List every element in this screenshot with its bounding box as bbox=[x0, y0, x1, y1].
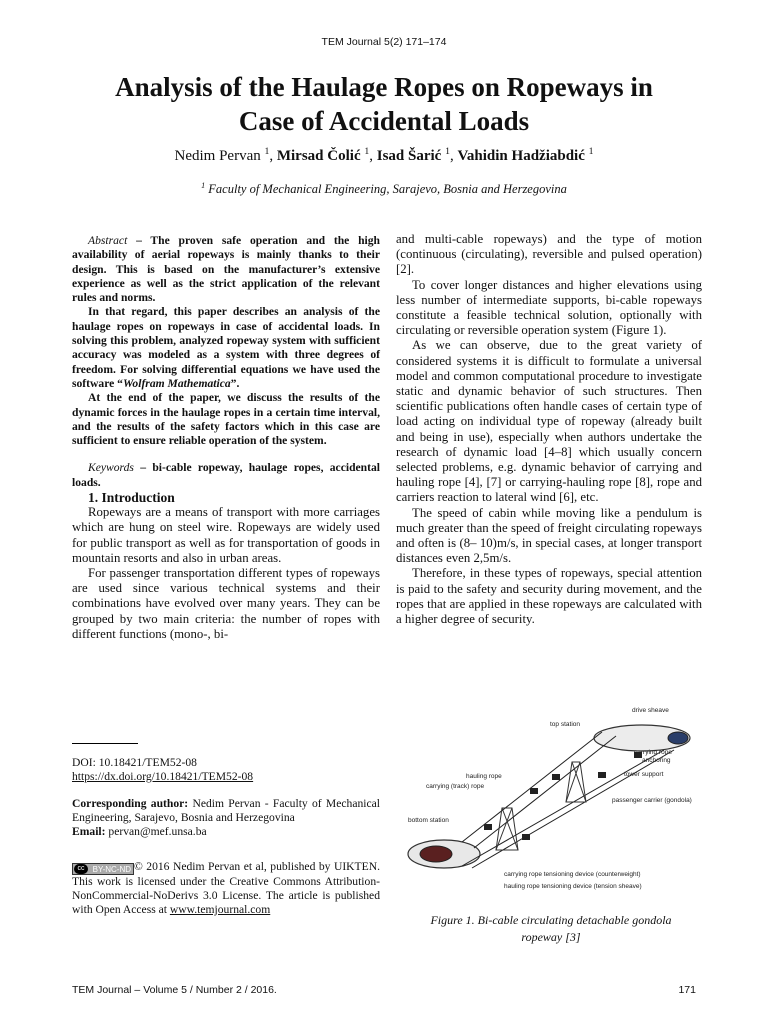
author-affiliation-mark: 1 bbox=[264, 146, 270, 157]
cc-mark: cc bbox=[74, 864, 88, 874]
abstract-label: Abstract bbox=[88, 234, 128, 247]
tower-support-shape bbox=[496, 808, 518, 850]
body-paragraph: Therefore, in these types of ropeways, special attention is paid to the safety and security during movement, and the ropes that are applied in these ropeways are calculated with a higher degree of security. bbox=[396, 566, 702, 627]
author-name: Isad Šarić bbox=[376, 148, 442, 164]
figure-label: tower support bbox=[624, 771, 664, 778]
ropeway-figure bbox=[402, 702, 702, 902]
affiliation bbox=[0, 182, 768, 197]
bottom-station-sheave bbox=[420, 846, 452, 862]
figure-label: hauling rope tensioning device (tension sheave) bbox=[504, 883, 642, 890]
doi-link[interactable]: https://dx.doi.org/10.18421/TEM52-08 bbox=[72, 769, 254, 783]
keywords-label: Keywords bbox=[88, 461, 134, 475]
figure-label: passenger carrier (gondola) bbox=[612, 797, 692, 804]
body-paragraph: and multi-cable ropeways) and the type of motion (continuous (circulating), reversible and pulsed operation) [2]. bbox=[396, 232, 702, 277]
gondola-shape bbox=[552, 774, 560, 780]
running-header: TEM Journal 5(2) 171–174 bbox=[321, 36, 447, 48]
gondola-shape bbox=[484, 824, 492, 830]
body-paragraph: To cover longer distances and higher elevations using less number of intermediate supports, bi-cable ropeways constitute a feasible technical solution, optionally with circulating or reversible operation system (Figure 1). bbox=[396, 277, 702, 338]
page-footer bbox=[72, 984, 696, 996]
figure-label: carrying rope tensioning device (counterweight) bbox=[504, 871, 641, 878]
author-list: Nedim Pervan $^1$, Mirsad Čolić $^1$, Isad Šarić $^1$, Vahidin Hadžiabdić $^1$ bbox=[174, 146, 594, 164]
right-column bbox=[396, 232, 702, 627]
figure-label: hauling rope bbox=[466, 773, 502, 780]
email-address[interactable]: pervan@mef.unsa.ba bbox=[108, 824, 207, 838]
software-name: Wolfram Mathematica bbox=[122, 376, 231, 390]
gondola-shape bbox=[530, 788, 538, 794]
license-footnote bbox=[72, 860, 380, 916]
affiliation-mark: 1 bbox=[201, 180, 206, 190]
author-name: Mirsad Čolić bbox=[276, 148, 361, 164]
affiliation-text: Faculty of Mechanical Engineering, Sarajevo, Bosnia and Herzegovina bbox=[208, 182, 567, 196]
abstract-paragraph: In that regard, this paper describes an analysis of the haulage ropes on ropeways in case of accidental loads. In solving this problem, analyzed ropeway system with sufficient accuracy was modeled as a system with three degrees of freedom. For solving differential equations we have used the software “Wolfram Mathematica”. bbox=[72, 305, 380, 390]
body-paragraph: Ropeways are a means of transport with more carriages which are hung on steel wire. Ropeways are widely used for public transport as well as for transportation of goods in mountain resorts and also in urban areas. bbox=[72, 505, 380, 565]
footer-journal: TEM Journal – Volume 5 / Number 2 / 2016. bbox=[72, 984, 277, 996]
gondola-shape bbox=[522, 834, 530, 840]
cc-badge-text: BY-NC-ND bbox=[92, 865, 131, 874]
body-paragraph: For passenger transportation different types of ropeways are used since various technical systems and their combinations have evolved over many years. They can be grouped by two main criteria: the number of ropes with different functions (mono-, bi- bbox=[72, 566, 380, 641]
section-heading: 1. Introduction bbox=[88, 490, 175, 506]
author-affiliation-mark: 1 bbox=[445, 146, 450, 157]
cc-license-icon[interactable] bbox=[72, 863, 134, 875]
corresponding-author-footnote bbox=[72, 797, 380, 838]
author-affiliation-mark: 1 bbox=[588, 146, 594, 157]
email-label: Email: bbox=[72, 824, 106, 838]
drive-sheave-shape bbox=[668, 732, 688, 744]
paper-title bbox=[40, 70, 728, 138]
body-paragraph: As we can observe, due to the great variety of considered systems it is difficult to formulate a universal model and common computational procedure to investigate static and dynamic behavior of such structures. Then scientific publications often handle cases of certain type of load acting on individual type of ropeway (already built and being in use), especially when authors undertake the research of dynamic load [4–8] which usually concern selected problems, e.g. dynamic behavior of carrying and hauling rope [4], [7] or carrying-hauling rope [8], rope and carriers reaction to lateral wind [6], etc. bbox=[396, 338, 702, 505]
doi-footnote bbox=[72, 756, 380, 784]
figure-label: drive sheave bbox=[632, 707, 669, 714]
footnote-rule bbox=[72, 743, 138, 744]
license-text: © 2016 Nedim Pervan et al, published by UIKTEN. This work is licensed under the Creative Commons Attribution-NonCommercial-NoDerivs 3.0 License. The article is published with Open Access at bbox=[72, 860, 380, 916]
rope-line bbox=[474, 736, 616, 848]
keywords: Keywords – bi-cable ropeway, haulage ropes, accidental loads. bbox=[72, 461, 380, 489]
rope-line bbox=[462, 750, 664, 866]
author-affiliation-mark: 1 bbox=[364, 146, 370, 157]
corresponding-text: Nedim Pervan - Faculty of Mechanical Engineering, Sarajevo, Bosnia and Herzegovina bbox=[72, 797, 381, 824]
page-number: 171 bbox=[678, 984, 696, 996]
title-line-2: Case of Accidental Loads bbox=[238, 106, 530, 136]
journal-link[interactable]: www.temjournal.com bbox=[169, 902, 271, 916]
author-name: Nedim Pervan bbox=[174, 148, 261, 164]
body-paragraph: The speed of cabin while moving like a pendulum is much greater than the speed of freight circulating ropeways and often is (8– 10)m/s, in special cases, at longer transport distances even 2,5m/s. bbox=[396, 505, 702, 566]
figure-label: top station bbox=[550, 721, 580, 728]
title-line-1: Analysis of the Haulage Ropes on Ropeways in bbox=[115, 72, 653, 102]
abstract bbox=[72, 234, 380, 490]
abstract-paragraph: At the end of the paper, we discuss the results of the dynamic forces in the haulage ropes in a certain time interval, and the results of the safety factors which in this case are sufficient to ensure reliable operation of the system. bbox=[72, 391, 380, 448]
figure-label: bottom station bbox=[408, 817, 449, 824]
abstract-paragraph: Abstract – The proven safe operation and the high availability of aerial ropeways is mainly thanks to their design. This is based on the manufacturer’s extensive experience as well as the strict application of the relevant rules and norms. bbox=[72, 234, 381, 305]
left-column bbox=[72, 234, 380, 642]
figure-label: anchoring bbox=[642, 757, 671, 764]
figure-label: carrying (track) rope bbox=[426, 783, 485, 790]
author-name: Vahidin Hadžiabdić bbox=[457, 148, 585, 164]
doi-text: DOI: 10.18421/TEM52-08 bbox=[72, 756, 197, 769]
gondola-shape bbox=[598, 772, 606, 778]
corresponding-label: Corresponding author: bbox=[72, 797, 189, 810]
figure-caption: Figure 1. Bi-cable circulating detachable gondola ropeway [3] bbox=[430, 913, 672, 944]
figure-label: carrying rope bbox=[634, 749, 672, 756]
